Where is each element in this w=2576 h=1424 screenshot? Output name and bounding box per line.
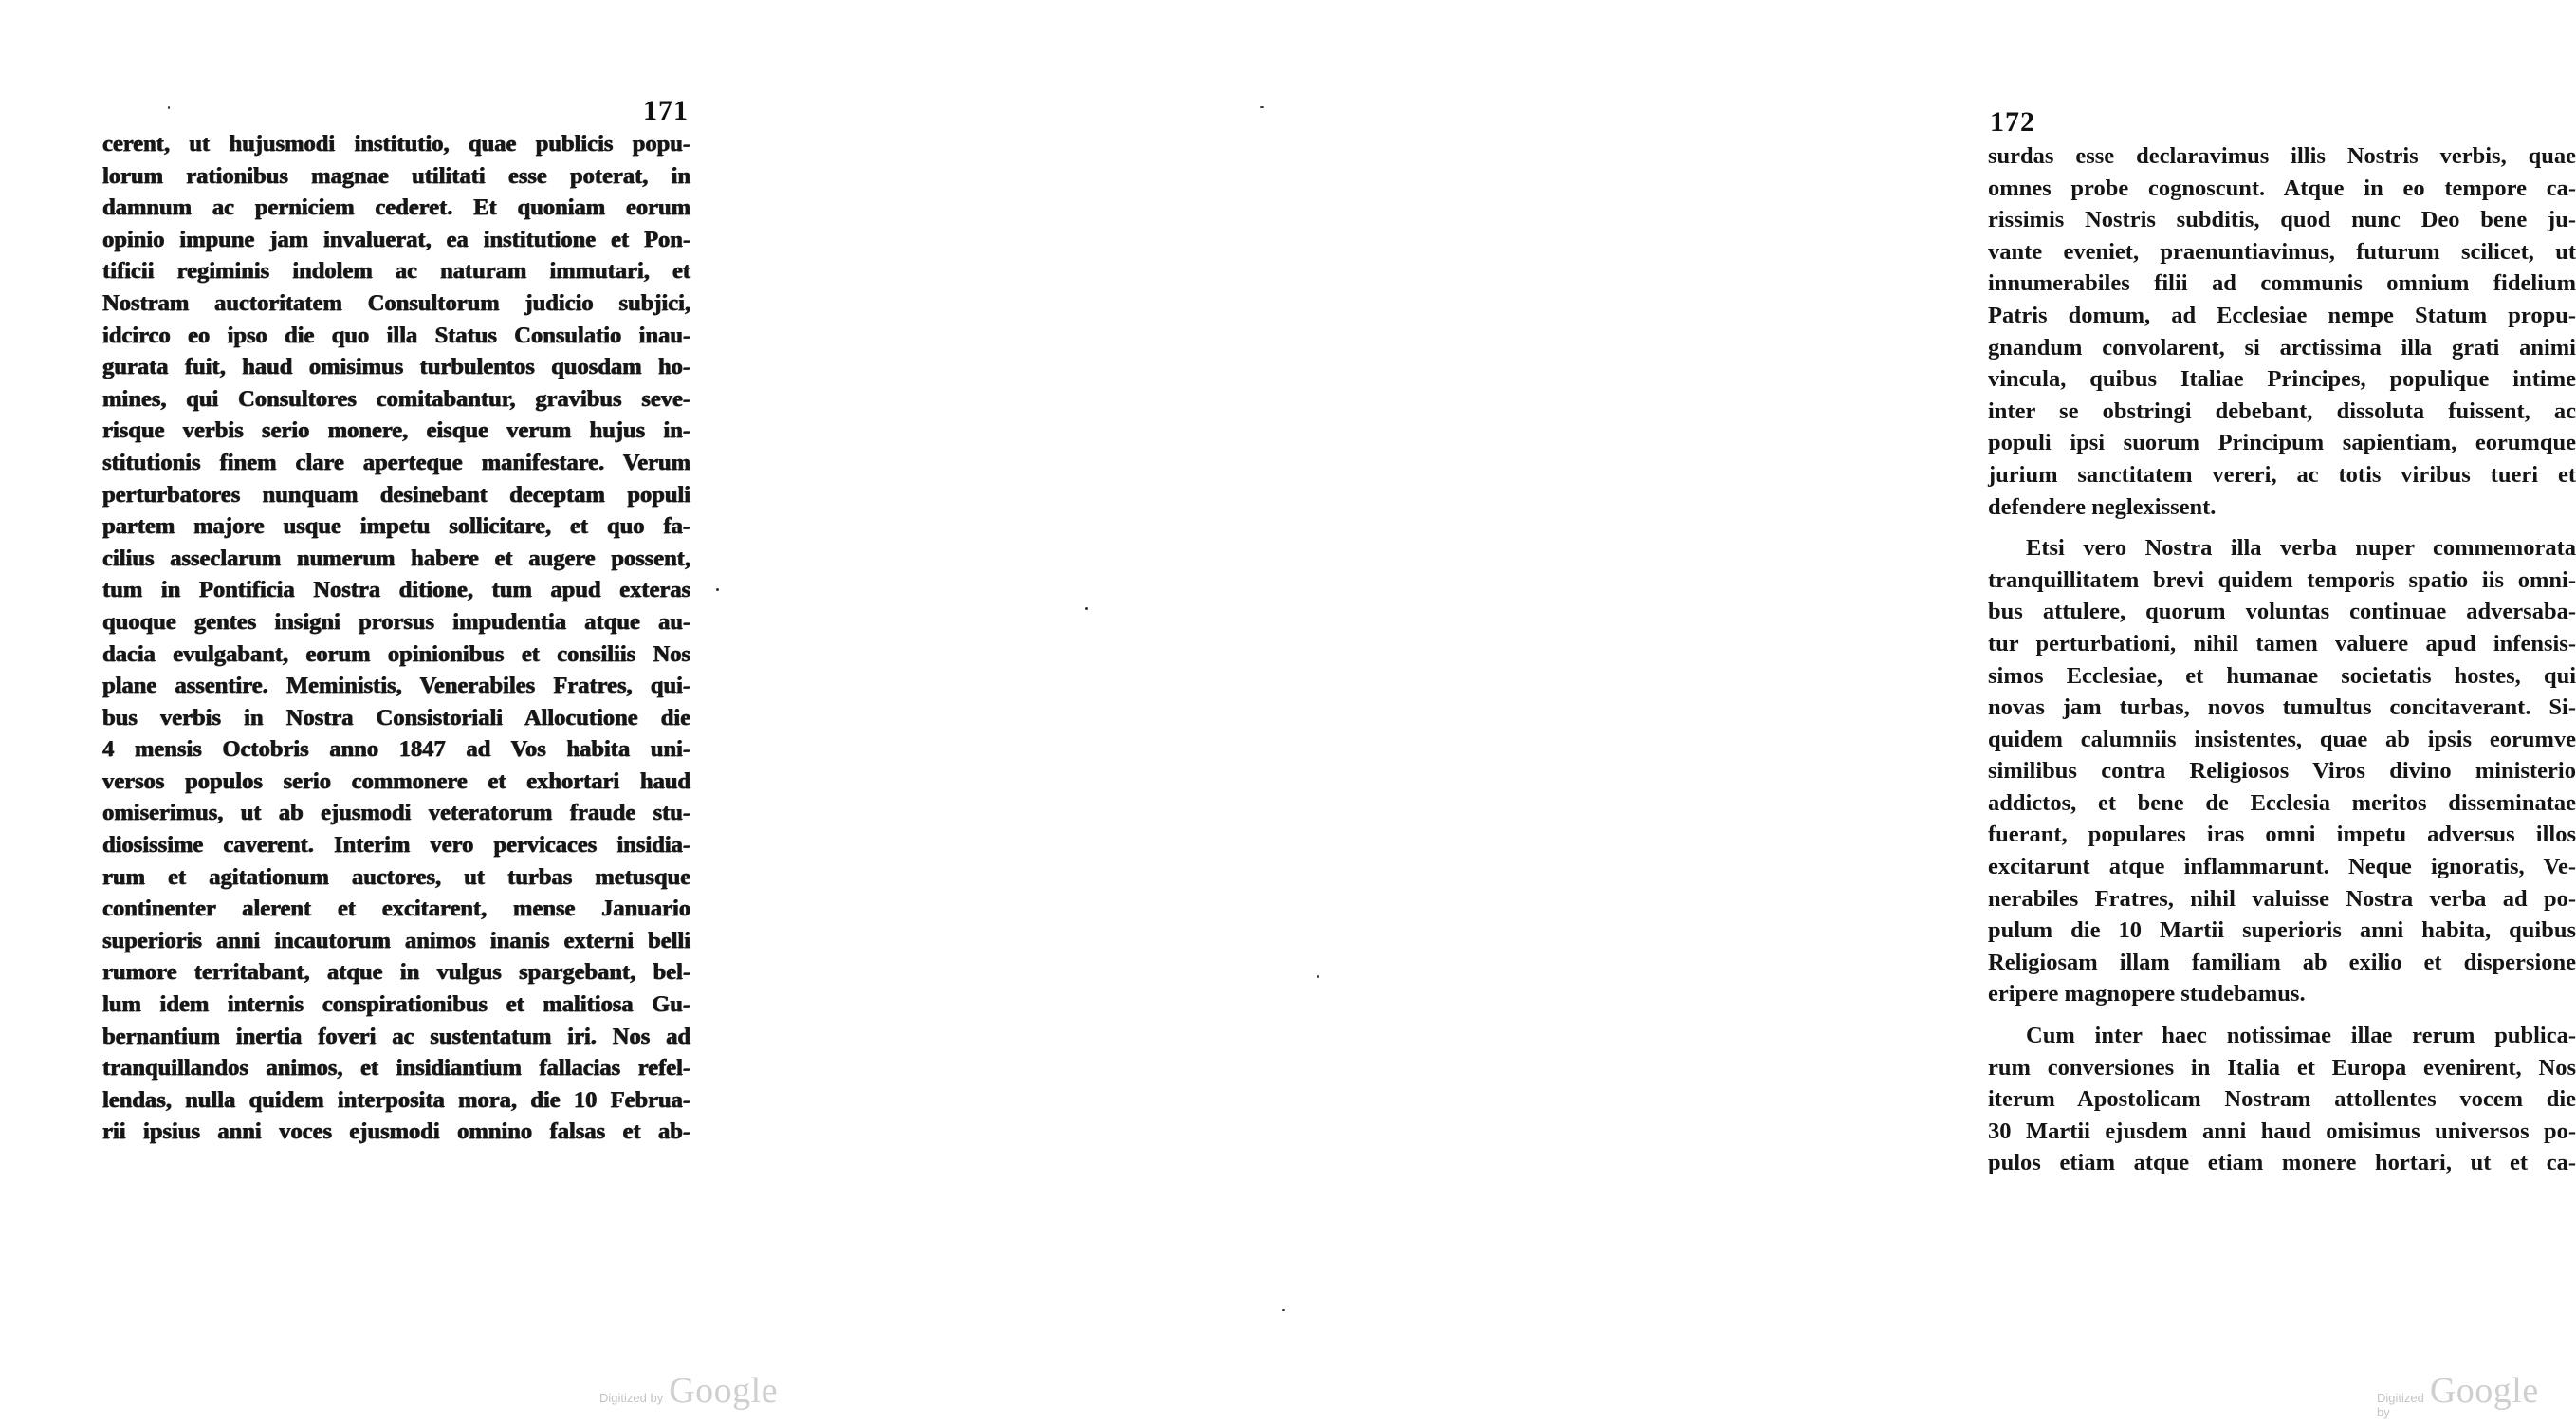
watermark-label: Digitized by: [2377, 1391, 2424, 1419]
text-line: tranquillitatem brevi quidem temporis spatio iis omni-: [1988, 566, 2576, 593]
text-line: tur perturbationi, nihil tamen valuere apud infensis-: [1988, 630, 2576, 657]
page-number: 171: [643, 95, 689, 126]
text-line: pulum die 10 Martii superioris anni habita, quibus: [1988, 917, 2576, 944]
text-line: cerent, ut hujusmodi institutio, quae publicis popu-: [102, 131, 690, 157]
text-line: Patris domum, ad Ecclesiae nempe Statum propu-: [1988, 302, 2576, 328]
text-line: lum idem internis conspirationibus et malitiosa Gu-: [102, 991, 690, 1018]
text-line: bernantium inertia foveri ac sustentatum iri. Nos ad: [102, 1023, 690, 1049]
text-line: vincula, quibus Italiae Principes, populique intime: [1988, 366, 2576, 393]
text-line: rum et agitationum auctores, ut turbas metusque: [102, 863, 690, 890]
left-page-text: [102, 128, 690, 1148]
digitized-by-watermark: [599, 1370, 778, 1412]
text-line: 30 Martii ejusdem anni haud omisimus universos po-: [1988, 1118, 2576, 1144]
text-line: bus attulere, quorum voluntas continuae adversaba-: [1988, 599, 2576, 625]
right-page-text: [1988, 140, 2576, 1179]
text-line: Nostram auctoritatem Consultorum judicio subjici,: [102, 289, 690, 316]
paragraph-gap: [1988, 523, 2576, 532]
text-line: bus verbis in Nostra Consistoriali Allocutione die: [102, 704, 690, 730]
google-logo: Google: [669, 1371, 779, 1411]
text-line: mines, qui Consultores comitabantur, gravibus seve-: [102, 385, 690, 412]
text-line: Religiosam illam familiam ab exilio et dispersione: [1988, 949, 2576, 975]
ink-speck: [716, 588, 719, 591]
text-line: perturbatores nunquam desinebant deceptam populi: [102, 481, 690, 508]
text-line: stitutionis finem clare aperteque manifestare. Verum: [102, 449, 690, 475]
text-line: eripere magnopere studebamus.: [1988, 981, 2306, 1008]
text-line: pulos etiam atque etiam monere hortari, ut et ca-: [1988, 1150, 2576, 1176]
ink-speck: [168, 106, 170, 109]
text-line: Etsi vero Nostra illa verba nuper commemorata: [2026, 535, 2576, 562]
text-line: iterum Apostolicam Nostram attollentes vocem die: [1988, 1086, 2576, 1113]
text-line: tum in Pontificia Nostra ditione, tum apud exteras: [102, 577, 690, 603]
text-line: simos Ecclesiae, et humanae societatis hostes, qui: [1988, 662, 2576, 689]
page-number: 172: [1990, 106, 2035, 138]
right-page: [886, 0, 2576, 1424]
text-line: surdas esse declaravimus illis Nostris verbis, quae: [1988, 143, 2576, 169]
text-line: inter se obstringi debebant, dissoluta fuissent, ac: [1988, 398, 2576, 424]
text-line: omiserimus, ut ab ejusmodi veteratorum fraude stu-: [102, 800, 690, 826]
text-line: versos populos serio commonere et exhortari haud: [102, 767, 690, 794]
ink-speck: [1085, 607, 1088, 610]
text-line: gurata fuit, haud omisimus turbulentos quosdam ho-: [102, 354, 690, 380]
text-line: nerabiles Fratres, nihil valuisse Nostra verba ad po-: [1988, 885, 2576, 912]
text-line: diosissime caverent. Interim vero pervicaces insidia-: [102, 832, 690, 859]
text-line: dacia evulgabant, eorum opinionibus et consiliis Nos: [102, 640, 690, 667]
text-line: partem majore usque impetu sollicitare, et quo fa-: [102, 513, 690, 540]
text-line: rissimis Nostris subditis, quod nunc Deo bene ju-: [1988, 207, 2576, 233]
text-line: risque verbis serio monere, eisque verum hujus in-: [102, 417, 690, 444]
text-line: tranquillandos animos, et insidiantium fallacias refel-: [102, 1055, 690, 1082]
text-line: damnum ac perniciem cederet. Et quoniam eorum: [102, 194, 690, 221]
text-line: omnes probe cognoscunt. Atque in eo tempore ca-: [1988, 175, 2576, 201]
text-line: quidem calumniis insistentes, quae ab ipsis eorumve: [1988, 726, 2576, 752]
text-line: lendas, nulla quidem interposita mora, die 10 Februa-: [102, 1086, 690, 1113]
left-page: [0, 0, 886, 1424]
text-line: opinio impune jam invaluerat, ea institutione et Pon-: [102, 226, 690, 252]
text-line: vante eveniet, praenuntiavimus, futurum scilicet, ut: [1988, 238, 2576, 265]
text-line: excitarunt atque inflammarunt. Neque ignoratis, Ve-: [1988, 854, 2576, 880]
text-line: continenter alerent et excitarent, mense Januario: [102, 896, 690, 922]
digitized-by-watermark: [2377, 1370, 2539, 1419]
text-line: rumore territabant, atque in vulgus spargebant, bel-: [102, 959, 690, 986]
text-line: rum conversiones in Italia et Europa evenirent, Nos: [1988, 1054, 2576, 1081]
text-line: quoque gentes insigni prorsus impudentia atque au-: [102, 608, 690, 635]
text-line: 4 mensis Octobris anno 1847 ad Vos habita uni-: [102, 736, 690, 763]
text-line: plane assentire. Meministis, Venerabiles Fratres, qui-: [102, 673, 690, 699]
text-line: similibus contra Religiosos Viros divino ministerio: [1988, 758, 2576, 785]
text-line: cilius asseclarum numerum habere et augere possent,: [102, 545, 690, 571]
text-line: fuerant, populares iras omni impetu adversus illos: [1988, 822, 2576, 848]
paragraph-gap: [1988, 1010, 2576, 1020]
text-line: innumerabiles filii ad communis omnium fidelium: [1988, 270, 2576, 297]
text-line: lorum rationibus magnae utilitati esse poterat, in: [102, 162, 690, 189]
text-line: tificii regiminis indolem ac naturam immutari, et: [102, 258, 690, 285]
ink-speck: [1260, 106, 1264, 108]
text-line: addictos, et bene de Ecclesia meritos disseminatae: [1988, 789, 2576, 816]
text-line: rii ipsius anni voces ejusmodi omnino falsas et ab-: [102, 1119, 690, 1145]
ink-speck: [1317, 975, 1319, 978]
text-line: Cum inter haec notissimae illae rerum publica-: [2026, 1023, 2576, 1049]
text-line: gnandum convolarent, si arctissima illa grati animi: [1988, 334, 2576, 361]
text-line: novas jam turbas, novos tumultus concitaverant. Si-: [1988, 694, 2576, 721]
text-line: defendere neglexissent.: [1988, 493, 2217, 520]
text-line: jurium sanctitatem vereri, ac totis viribus tueri et: [1988, 461, 2576, 488]
ink-speck: [1282, 1309, 1285, 1311]
watermark-label: Digitized by: [599, 1391, 664, 1405]
text-line: idcirco eo ipso die quo illa Status Consulatio inau-: [102, 322, 690, 348]
text-line: superioris anni incautorum animos inanis externi belli: [102, 927, 690, 953]
google-logo: Google: [2429, 1371, 2539, 1411]
text-line: populi ipsi suorum Principum sapientiam, eorumque: [1988, 430, 2576, 456]
